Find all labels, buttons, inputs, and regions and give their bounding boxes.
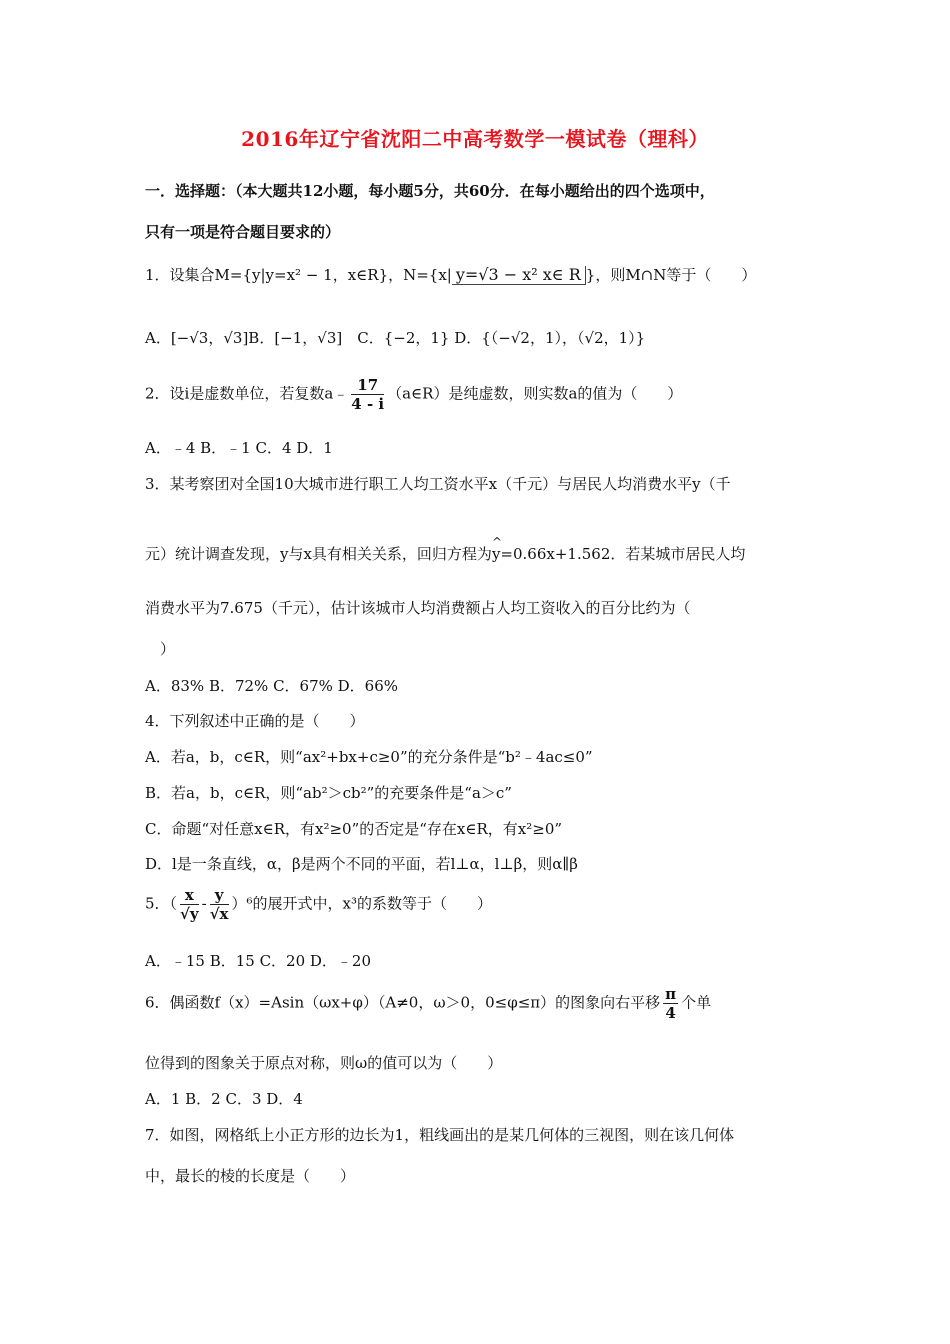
question-3-line1: 3．某考察团对全国10大城市进行职工人均工资水平x（千元）与居民人均消费水平y（千 (145, 475, 731, 493)
question-6-options: A．1 B．2 C．3 D．4 (145, 1090, 303, 1108)
question-5-options: A．﹣15 B．15 C．20 D．﹣20 (145, 952, 372, 970)
q3-line2-start: 元）统计调查发现，y与x具有相关关系，回归方程为 (145, 545, 492, 563)
question-1-stem (145, 264, 756, 285)
q5-fraction-2 (210, 886, 229, 923)
q2-stem-start: 2．设i是虚数单位，若复数a﹣ (145, 384, 349, 403)
q1-set-formula: y=√3 − x² x∈ R (452, 266, 586, 285)
q5-fraction-2-denominator: √x (209, 905, 229, 923)
y-hat-variable: y (491, 545, 501, 563)
section-heading-line2: 只有一项是符合题目要求的） (145, 223, 341, 241)
q6-fraction-denominator: 4 (665, 1004, 676, 1022)
question-6-line2: 位得到的图象关于原点对称，则ω的值可以为（ ） (145, 1054, 503, 1072)
q6-fraction (663, 985, 678, 1022)
q3-line2-end: =0.66x+1.562．若某城市居民人均 (500, 545, 746, 563)
q1-stem-end: }，则M∩N等于（ ） (585, 266, 757, 284)
question-3-line2 (145, 535, 746, 564)
q5-stem-end: ）⁶的展开式中，x³的系数等于（ ） (231, 894, 493, 913)
question-7-line1: 7．如图，网格纸上小正方形的边长为1，粗线画出的是某几何体的三视图，则在该几何体 (145, 1126, 735, 1144)
q6-stem-end: 个单 (681, 993, 712, 1012)
q2-fraction-denominator: 4 - i (351, 395, 385, 413)
q2-fraction-numerator: 17 (351, 376, 384, 395)
question-1-options: A．[−√3，√3]B．[−1，√3] C．{−2，1} D．{（−√2，1），（√2，1）} (145, 329, 646, 347)
q5-minus: - (201, 894, 207, 913)
q1-stem-start: 1．设集合M={y|y=x² − 1，x∈R}，N={x| (145, 266, 452, 284)
question-2-stem (145, 376, 682, 413)
q5-fraction-1-denominator: √y (180, 905, 199, 923)
q5-fraction-1 (180, 886, 199, 923)
question-4-option-c: C．命题“对任意x∈R，有x²≥0”的否定是“存在x∈R，有x²≥0” (145, 820, 563, 838)
q5-number: 5．（ (145, 894, 178, 913)
question-3-options: A．83% B．72% C．67% D．66% (145, 677, 399, 695)
question-3-line3: 消费水平为7.675（千元），估计该城市人均消费额占人均工资收入的百分比约为（ (145, 599, 691, 617)
q2-stem-end: （a∈R）是纯虚数，则实数a的值为（ ） (387, 384, 683, 403)
question-6-stem (145, 985, 711, 1022)
section-heading-line1: 一．选择题：（本大题共12小题，每小题5分，共60分．在每小题给出的四个选项中， (145, 182, 715, 200)
question-4-option-a: A．若a，b，c∈R，则“ax²+bx+c≥0”的充分条件是“b²﹣4ac≤0” (145, 748, 593, 766)
question-4-option-d: D．l是一条直线，α，β是两个不同的平面，若l⊥α，l⊥β，则α∥β (145, 855, 578, 873)
q2-fraction (351, 376, 384, 413)
page-title: 2016年辽宁省沈阳二中高考数学一模试卷（理科） (241, 127, 709, 151)
q5-fraction-2-numerator: y (210, 886, 229, 905)
q6-stem-start: 6．偶函数f（x）=Asin（ωx+φ）（A≠0，ω＞0，0≤φ≤π）的图象向右平移 (145, 993, 661, 1012)
question-7-line2: 中，最长的棱的长度是（ ） (145, 1167, 356, 1185)
regression-y-hat (491, 535, 502, 563)
q6-fraction-numerator: π (665, 985, 677, 1003)
question-2-options: A．﹣4 B．﹣1 C．4 D．1 (145, 439, 333, 457)
hat-symbol: ^ (491, 535, 502, 549)
question-4-stem: 4．下列叙述中正确的是（ ） (145, 712, 365, 730)
question-4-option-b: B．若a，b，c∈R，则“ab²＞cb²”的充要条件是“a＞c” (145, 784, 512, 802)
q5-fraction-1-numerator: x (180, 886, 199, 905)
question-5-stem (145, 886, 492, 923)
question-3-line4: ） (145, 640, 176, 658)
